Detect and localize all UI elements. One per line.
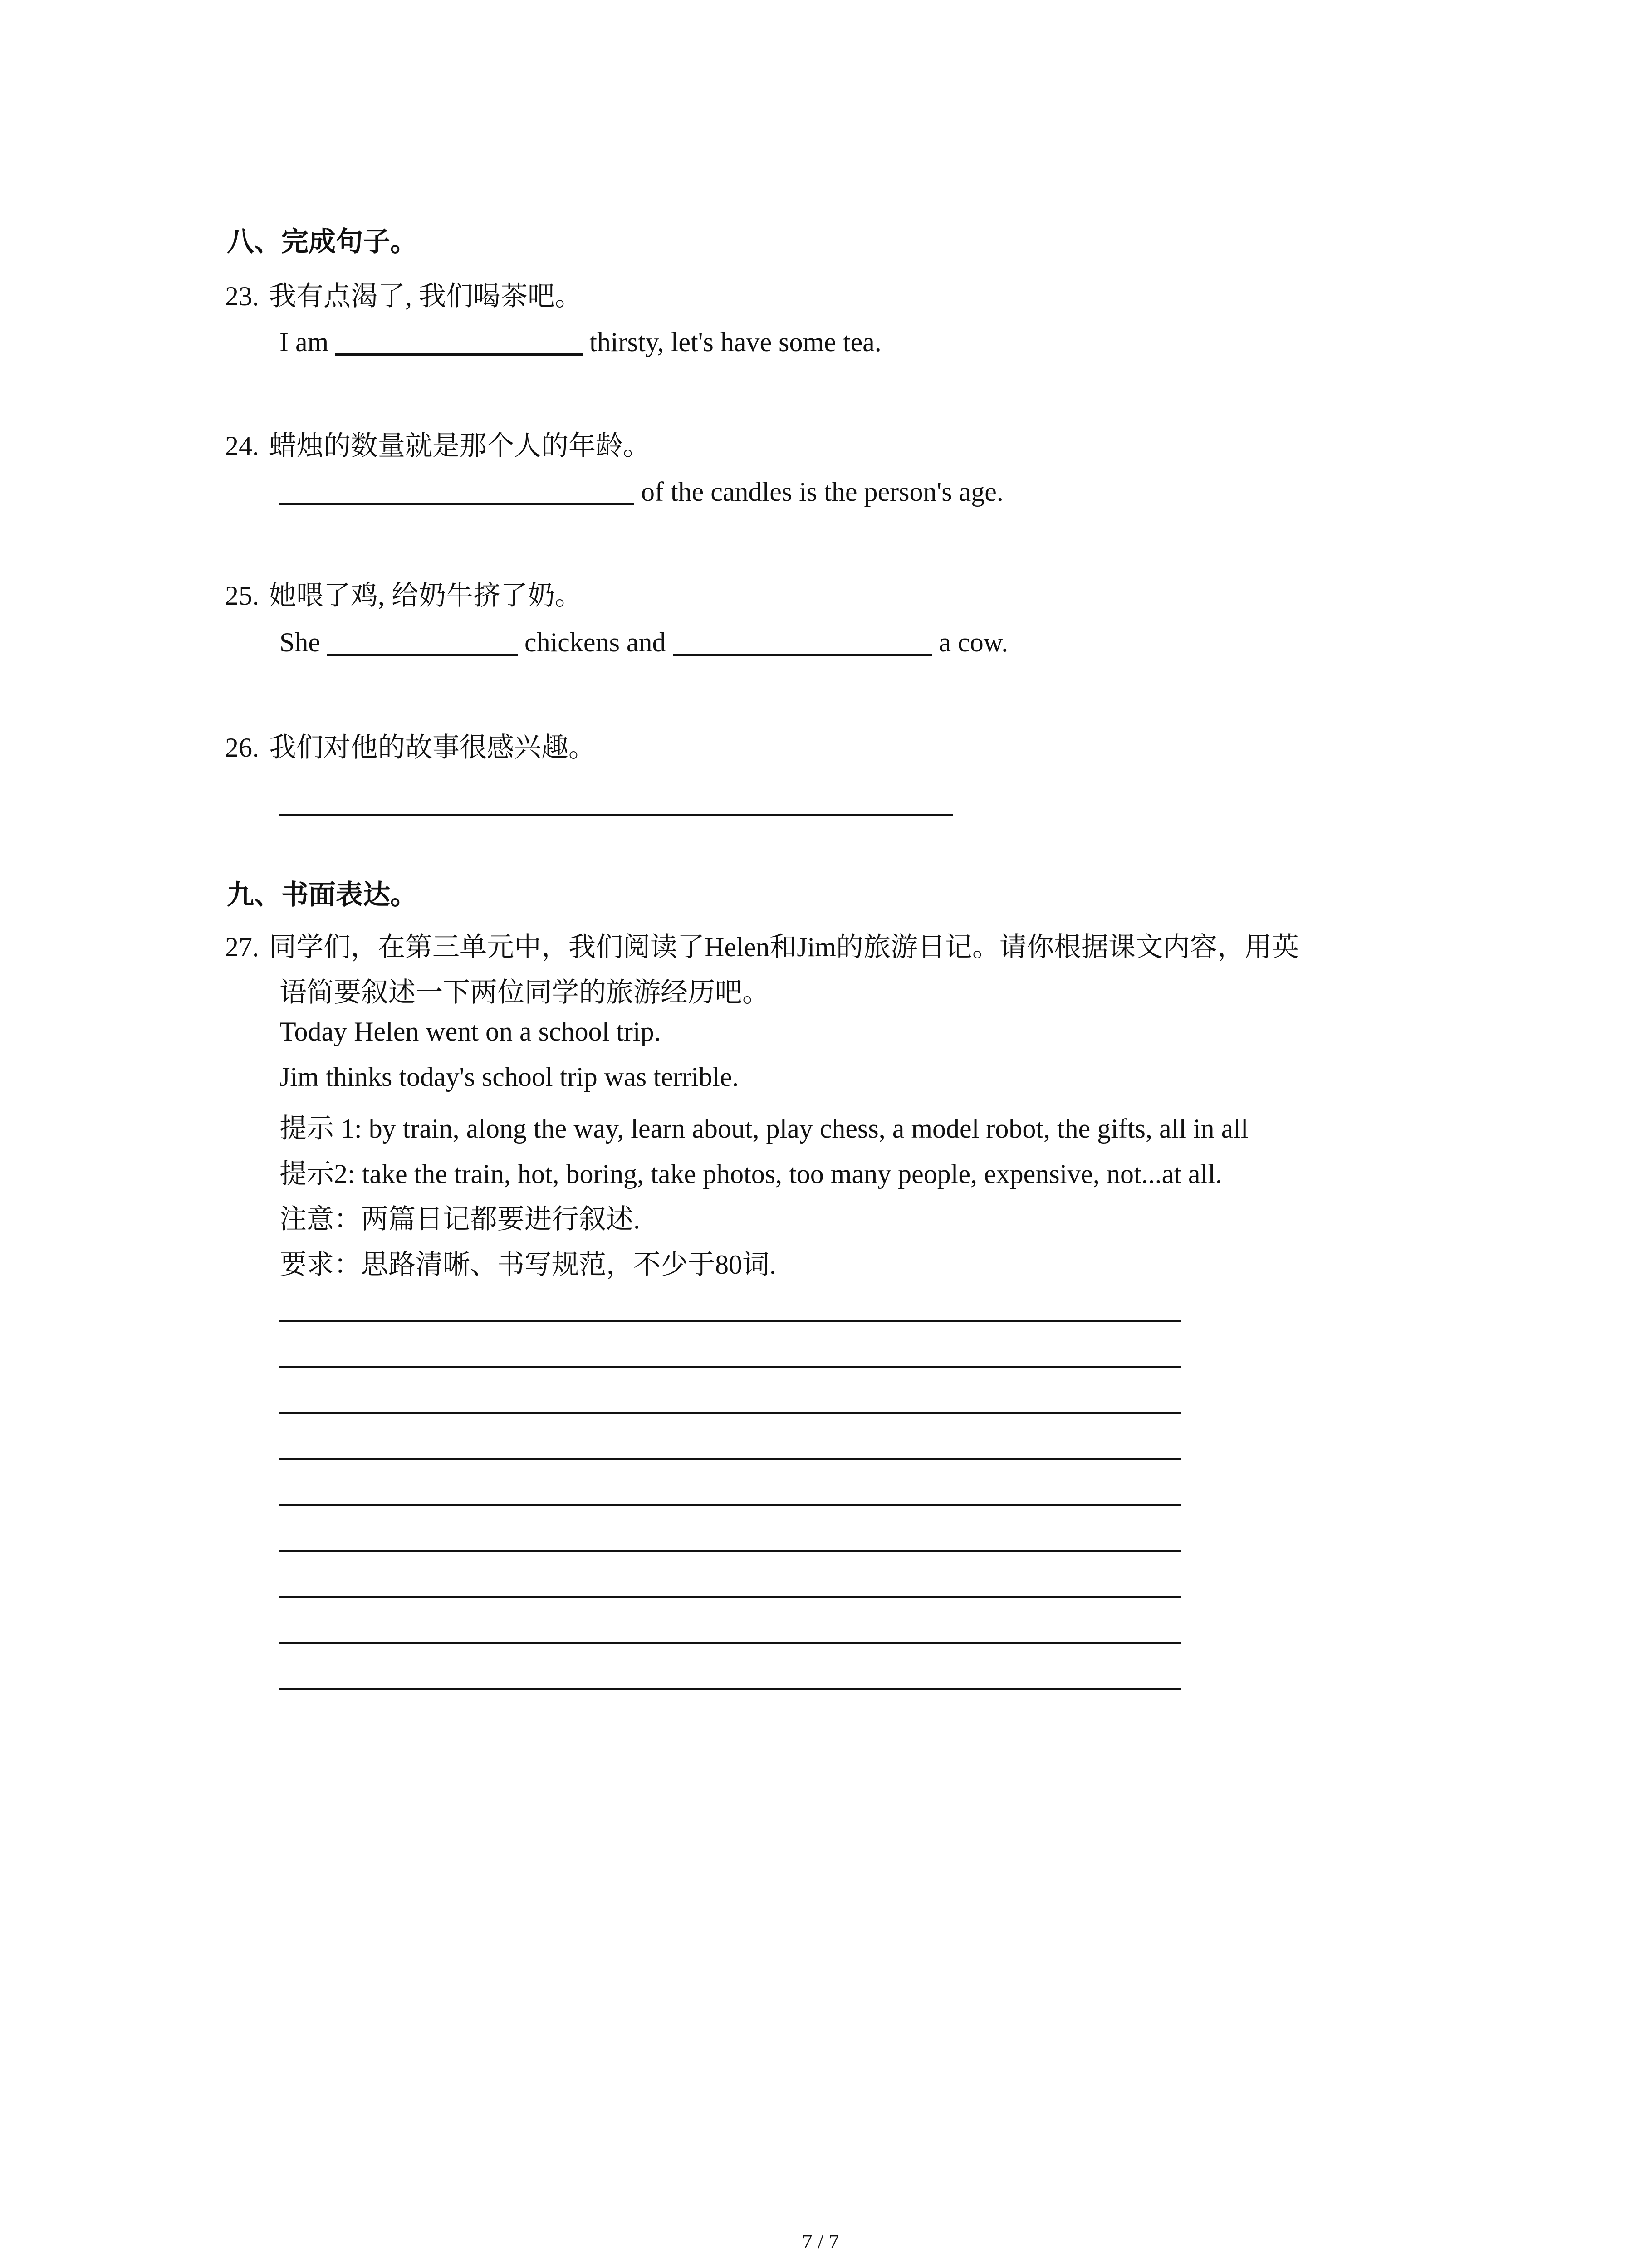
q27-line-4: Jim thinks today's school trip was terrible. (279, 1062, 739, 1092)
writing-line[interactable] (279, 1550, 1181, 1552)
writing-line[interactable] (279, 1320, 1181, 1322)
q24-cn-text: 蜡烛的数量就是那个人的年龄。 (269, 431, 650, 461)
q27-line-2: 语简要叙述一下两位同学的旅游经历吧。 (279, 978, 769, 1007)
q24-blank[interactable] (279, 480, 634, 505)
q25-en-middle: chickens and (524, 627, 666, 657)
writing-line[interactable] (279, 1596, 1181, 1598)
page-number: 7 / 7 (802, 2230, 839, 2253)
q26-answer-line[interactable] (279, 814, 953, 816)
q27-line-1-text: 同学们，在第三单元中，我们阅读了Helen和Jim的旅游日记。请你根据课文内容，用英 (269, 932, 1299, 962)
q23-blank[interactable] (335, 331, 583, 356)
q24-chinese (225, 424, 650, 463)
q24-en-after: of the candles is the person's age. (641, 477, 1004, 507)
q25-number: 25. (225, 581, 259, 611)
q27-hint-2: 提示2: take the train, hot, boring, take photos, too many people, expensive, not...at all. (279, 1159, 1222, 1189)
q24-number: 24. (225, 431, 259, 461)
q25-english (279, 627, 1008, 658)
section-9-heading: 九、书面表达。 (227, 880, 417, 910)
q26-cn-text: 我们对他的故事很感兴趣。 (269, 733, 596, 763)
q25-chinese (225, 574, 582, 613)
q26-chinese (225, 726, 596, 765)
q23-english (279, 327, 882, 358)
q25-blank-2[interactable] (673, 631, 932, 656)
q27-number: 27. (225, 932, 259, 962)
q23-en-after: thirsty, let's have some tea. (589, 327, 882, 357)
q23-chinese (225, 274, 582, 313)
q26-number: 26. (225, 733, 259, 763)
q27-requirement: 要求：思路清晰、书写规范，不少于80词. (279, 1250, 776, 1280)
writing-line[interactable] (279, 1412, 1181, 1414)
writing-line[interactable] (279, 1366, 1181, 1368)
writing-line[interactable] (279, 1504, 1181, 1506)
q27-line-3: Today Helen went on a school trip. (279, 1017, 661, 1046)
writing-line[interactable] (279, 1688, 1181, 1690)
q25-en-after: a cow. (939, 627, 1009, 657)
q23-number: 23. (225, 281, 259, 311)
writing-line[interactable] (279, 1642, 1181, 1644)
q27-line-1 (225, 925, 1299, 964)
q27-hint-1: 提示 1: by train, along the way, learn about, play chess, a model robot, the gifts, all in all (279, 1114, 1249, 1144)
section-8-heading: 八、完成句子。 (227, 227, 417, 257)
q23-en-before: I am (279, 327, 329, 357)
q27-note: 注意：两篇日记都要进行叙述. (279, 1204, 640, 1234)
q25-blank-1[interactable] (327, 631, 518, 656)
writing-line[interactable] (279, 1458, 1181, 1460)
q23-cn-text: 我有点渴了, 我们喝茶吧。 (269, 281, 582, 311)
q25-cn-text: 她喂了鸡, 给奶牛挤了奶。 (269, 581, 582, 611)
q25-en-before: She (279, 627, 320, 657)
q24-english (279, 476, 1004, 508)
